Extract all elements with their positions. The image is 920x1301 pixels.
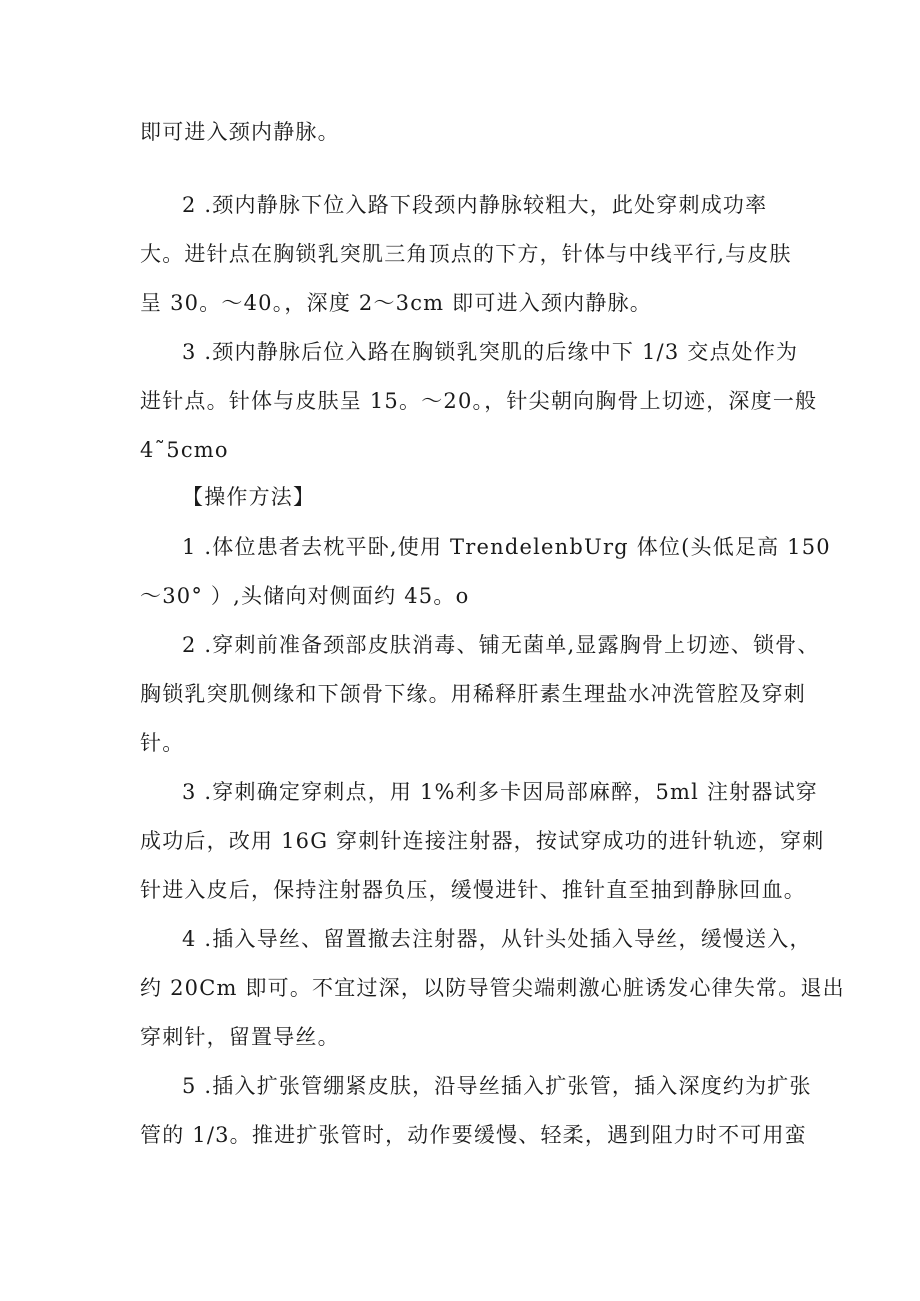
text-line: 针。 [140,731,185,755]
section-heading: 【操作方法】 [182,485,316,509]
text-line: 胸锁乳突肌侧缘和下颌骨下缘。用稀释肝素生理盐水冲洗管腔及穿刺 [140,682,806,706]
text-line: 大。进针点在胸锁乳突肌三角顶点的下方，针体与中线平行,与皮肤 [140,242,792,266]
text-line: 即可进入颈内静脉。 [140,120,340,144]
text-line: 穿刺针，留置导丝。 [140,1025,340,1049]
text-line: 4˜5cmo [140,438,229,462]
text-line: 呈 30。～40。，深度 2～3cm 即可进入颈内静脉。 [140,291,652,315]
text-line: 2 .穿刺前准备颈部皮肤消毒、铺无菌单,显露胸骨上切迹、锁骨、 [182,633,820,657]
text-line: 5 .插入扩张管绷紧皮肤，沿导丝插入扩张管，插入深度约为扩张 [182,1074,812,1098]
text-line: 1 .体位患者去枕平卧,使用 TrendelenbUrg 体位(头低足高 150 [182,535,831,559]
text-line: 针进入皮后，保持注射器负压，缓慢进针、推针直至抽到静脉回血。 [140,878,806,902]
text-line: 3 .穿刺确定穿刺点，用 1%利多卡因局部麻醉，5ml 注射器试穿 [182,780,818,804]
text-line: 进针点。针体与皮肤呈 15。～20。，针尖朝向胸骨上切迹，深度一般 [140,389,818,413]
text-line: 管的 1/3。推进扩张管时，动作要缓慢、轻柔，遇到阻力时不可用蛮 [140,1123,807,1147]
text-line: 3 .颈内静脉后位入路在胸锁乳突肌的后缘中下 1/3 交点处作为 [182,340,799,364]
text-line: ～30° ）,头储向对侧面约 45。o [140,584,470,608]
text-line: 4 .插入导丝、留置撤去注射器，从针头处插入导丝，缓慢送入， [182,927,812,951]
text-line: 2 .颈内静脉下位入路下段颈内静脉较粗大，此处穿刺成功率 [182,193,768,217]
text-line: 成功后，改用 16G 穿刺针连接注射器，按试穿成功的进针轨迹，穿刺 [140,829,825,853]
text-line: 约 20Cm 即可。不宜过深，以防导管尖端刺激心脏诱发心律失常。退出 [140,976,845,1000]
